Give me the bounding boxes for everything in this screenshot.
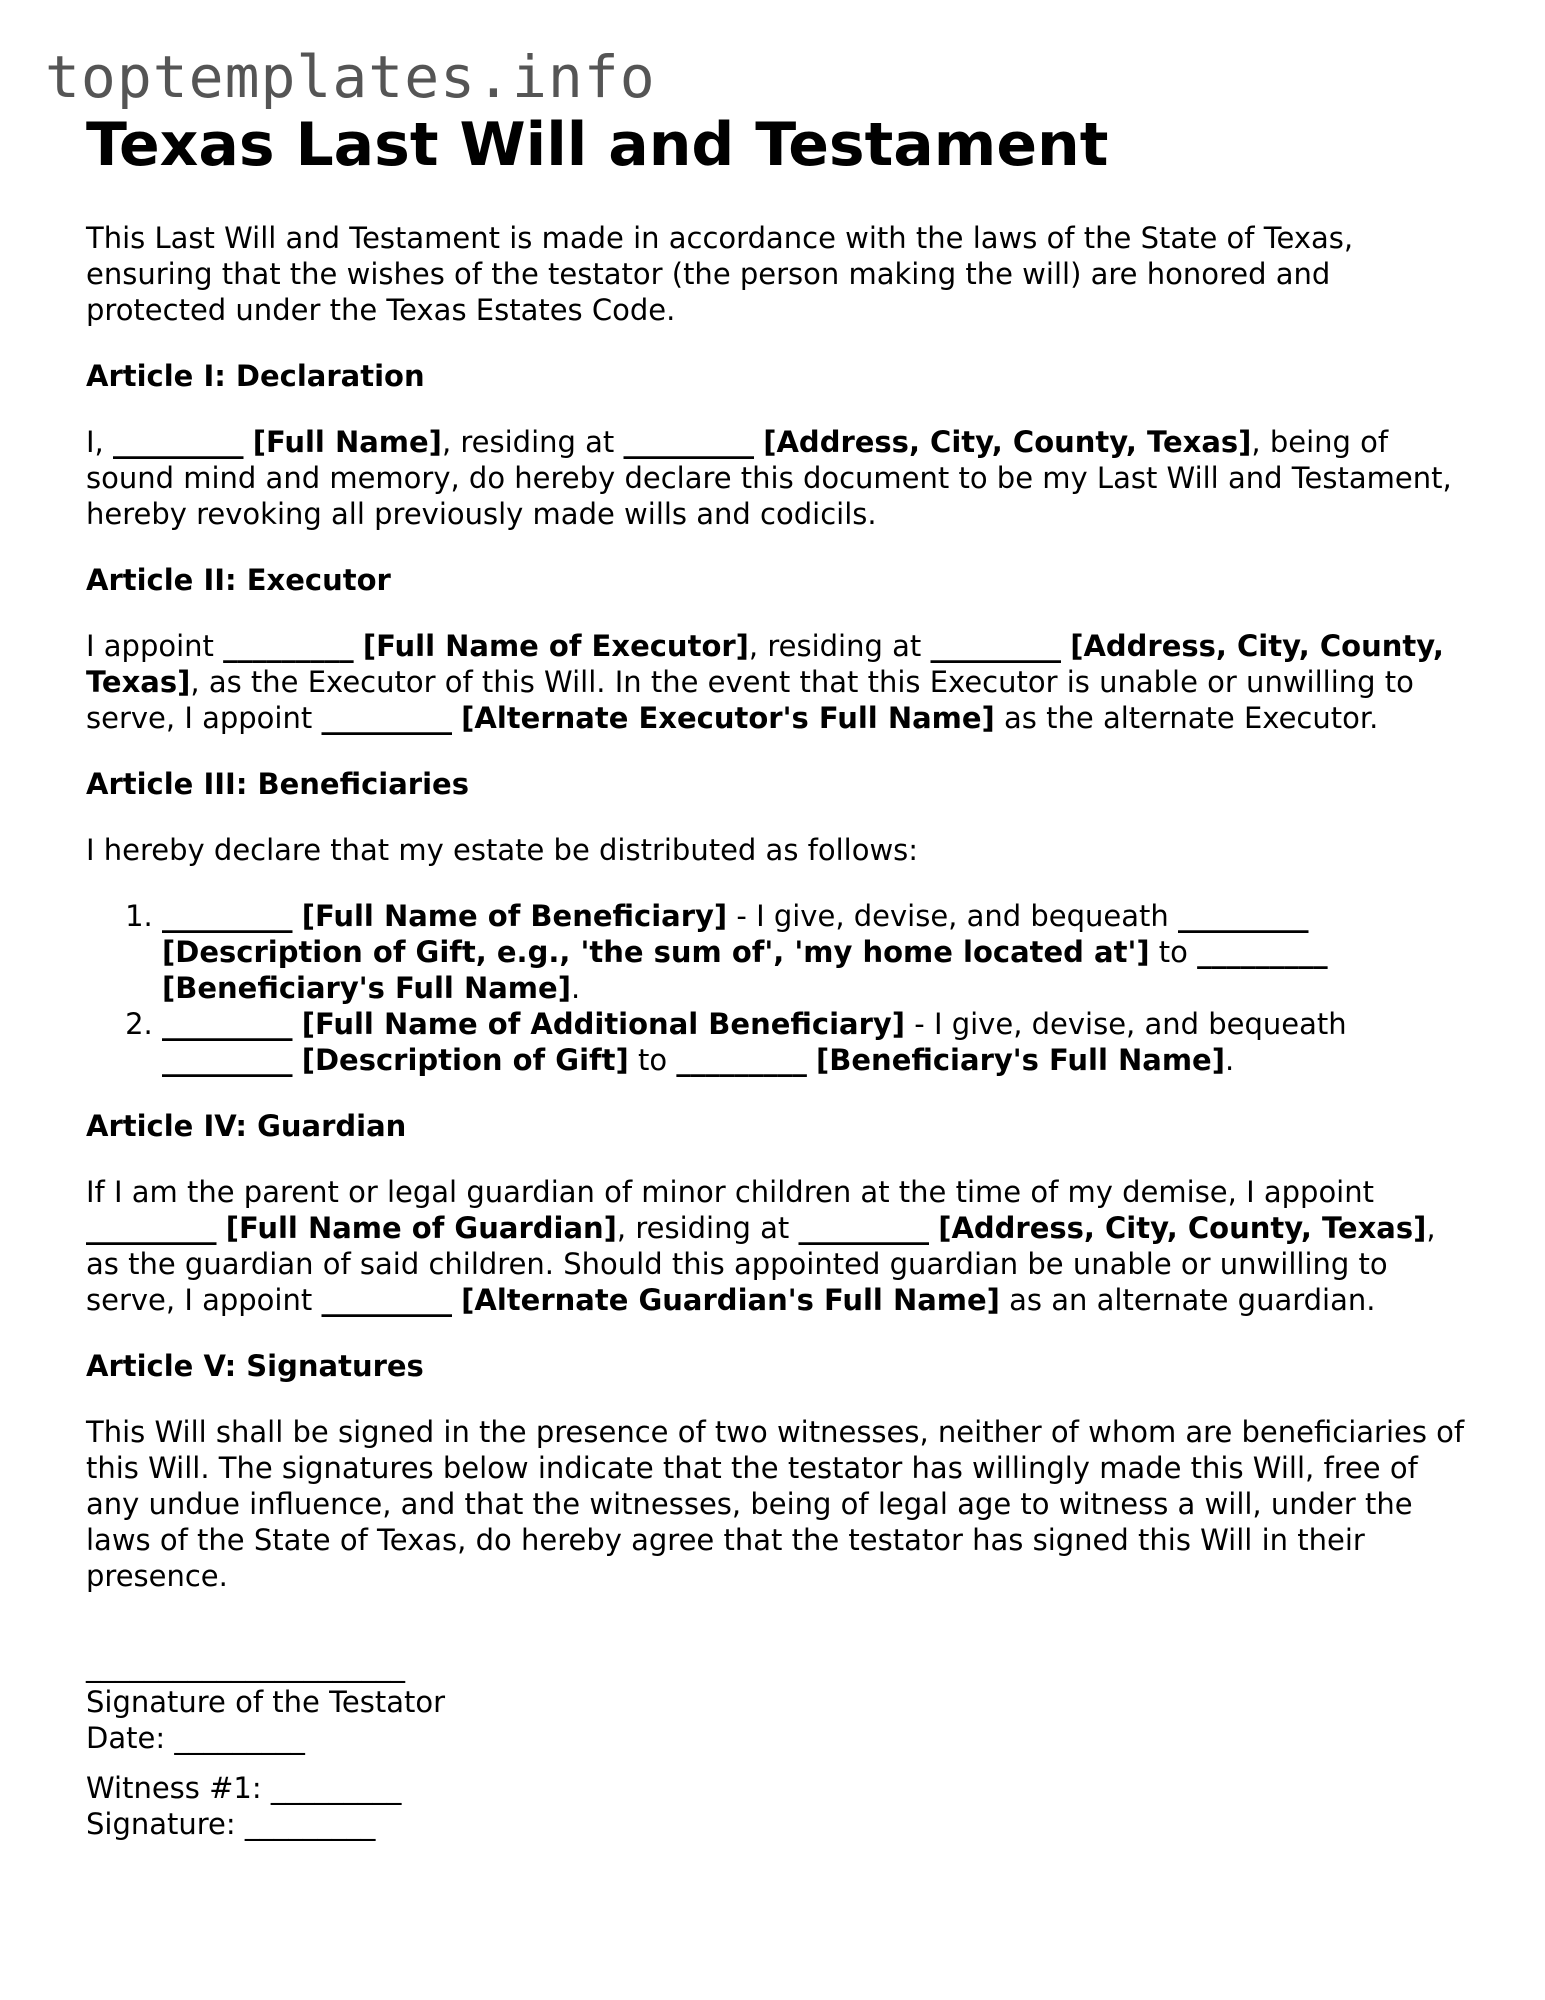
article-5-text: This Will shall be signed in the presence of two witnesses, neither of whom are beneficiaries of this Will. The signatures below indicate that the testator has willingly made this Will, free of any undue influence, and that the witnesses, being of legal age to witness a will, under the laws of the State of Texas, do hereby agree that the testator has signed this Will in their presence. xyxy=(86,1415,1465,1593)
article-2-text: I appoint _________ [Full Name of Executor], residing at _________ [Address, City, County, Texas], as the Executor of this Will. In the event that this Executor is unable or unwilling to serve, I appoint _________ [Alternate Executor's Full Name] as the alternate Executor. xyxy=(86,629,1444,735)
intro-paragraph: This Last Will and Testament is made in accordance with the laws of the State of Texas, ensuring that the wishes of the testator (the person making the will) are honored and protected under the Texas Estates Code. xyxy=(86,221,1354,327)
blank-line: _________ xyxy=(162,1043,293,1077)
signature-label: Signature of the Testator xyxy=(86,1685,446,1719)
blank-line: _________ xyxy=(86,1211,217,1245)
placeholder-guardian-name: [Full Name of Guardian] xyxy=(225,1211,617,1245)
beneficiary-list xyxy=(86,898,1466,1078)
blank-line: _________ xyxy=(321,701,452,735)
list-item: 1. _________ [Full Name of Beneficiary] - I give, devise, and bequeath _________ [Description of Gift, e.g., 'the sum of', 'my home located at'] to _________ [Beneficiary's Full Name]. xyxy=(162,898,1466,1006)
signature-block xyxy=(86,1648,1466,1756)
watermark-text: toptemplates.info xyxy=(45,43,656,111)
article-1-text: I, _________ [Full Name], residing at _________ [Address, City, County, Texas], being of sound mind and memory, do hereby declare this document to be my Last Will and Testament, hereby revoking all previously made wills and codicils. xyxy=(86,425,1452,531)
article-4-heading: Article IV: Guardian xyxy=(86,1109,407,1143)
witness-name-field: Witness #1: _________ xyxy=(86,1771,402,1805)
placeholder-address: [Address, City, County, Texas] xyxy=(763,425,1252,459)
list-item: 2. _________ [Full Name of Additional Beneficiary] - I give, devise, and bequeath _________ [Description of Gift] to _________ [Beneficiary's Full Name]. xyxy=(162,1006,1466,1078)
placeholder-alternate-guardian: [Alternate Guardian's Full Name] xyxy=(461,1283,1000,1317)
blank-line: _________ xyxy=(798,1211,929,1245)
article-2-heading: Article II: Executor xyxy=(86,563,391,597)
document-page xyxy=(86,110,1466,1842)
page-title: Texas Last Will and Testament xyxy=(86,110,1109,180)
blank-line: _________ xyxy=(113,425,244,459)
article-3-heading: Article III: Beneficiaries xyxy=(86,767,469,801)
signature-line: ______________________ xyxy=(86,1649,405,1683)
blank-line: _________ xyxy=(321,1283,452,1317)
blank-line: _________ xyxy=(1197,935,1328,969)
blank-line: _________ xyxy=(162,1007,293,1041)
placeholder-executor-name: [Full Name of Executor] xyxy=(362,629,749,663)
article-5-heading: Article V: Signatures xyxy=(86,1349,424,1383)
blank-line: _________ xyxy=(623,425,755,459)
blank-line: _________ xyxy=(223,629,354,663)
article-3-intro: I hereby declare that my estate be distributed as follows: xyxy=(86,833,919,867)
placeholder-full-name: [Full Name] xyxy=(252,425,442,459)
blank-line: _________ xyxy=(676,1043,807,1077)
blank-line: _________ xyxy=(1178,899,1309,933)
placeholder-guardian-address: [Address, City, County, Texas] xyxy=(938,1211,1427,1245)
date-field: Date: _________ xyxy=(86,1721,305,1755)
blank-line: _________ xyxy=(162,899,293,933)
blank-line: _________ xyxy=(930,629,1061,663)
witness-block xyxy=(86,1770,1466,1842)
article-4-text: If I am the parent or legal guardian of minor children at the time of my demise, I appoint _________ [Full Name of Guardian], residing at _________ [Address, City, County, Texas], as the guardian of said children. Should this appointed guardian be unable or unwilling to serve, I appoint _________ [Alternate Guardian's Full Name] as an alternate guardian. xyxy=(86,1175,1436,1317)
placeholder-alternate-executor: [Alternate Executor's Full Name] xyxy=(461,701,995,735)
witness-signature-field: Signature: _________ xyxy=(86,1807,376,1841)
article-1-heading: Article I: Declaration xyxy=(86,359,425,393)
placeholder-executor-address: [Address, City, County, Texas] xyxy=(86,629,1444,699)
